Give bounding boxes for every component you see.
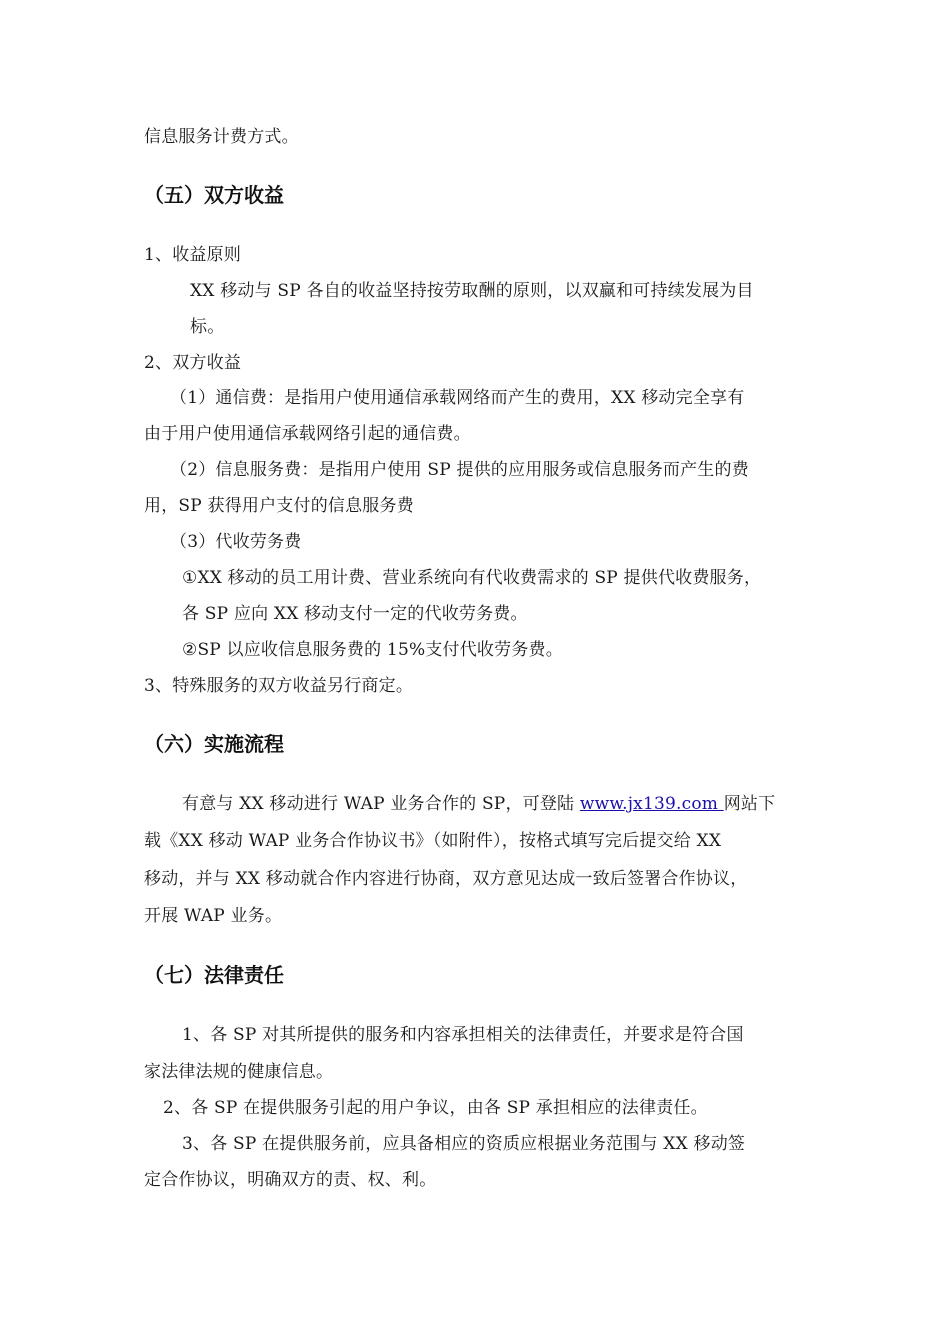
item-2-label: 2、双方收益 (144, 353, 242, 373)
fee-3-point-a-line-2: 各 SP 应向 XX 移动支付一定的代收劳务费。 (182, 604, 528, 624)
item-1-body-line-1: XX 移动与 SP 各自的收益坚持按劳取酬的原则，以双赢和可持续发展为目 (190, 281, 754, 301)
continued-text: 信息服务计费方式。 (144, 127, 299, 147)
process-paragraph-line-1 (182, 793, 775, 815)
fee-1-line-2: 由于用户使用通信承载网络引起的通信费。 (144, 424, 471, 444)
liability-1-line-2: 家法律法规的健康信息。 (144, 1062, 334, 1082)
fee-3-label: （3）代收劳务费 (170, 532, 302, 552)
section-5-heading: （五）双方收益 (144, 183, 284, 207)
process-text-after-link: 网站下 (723, 794, 776, 814)
item-1-label: 1、收益原则 (144, 245, 242, 265)
fee-2-line-1: （2）信息服务费：是指用户使用 SP 提供的应用服务或信息服务而产生的费 (170, 460, 749, 480)
liability-3-line-2: 定合作协议，明确双方的责、权、利。 (144, 1170, 437, 1190)
process-paragraph-line-2: 载《XX 移动 WAP 业务合作协议书》（如附件），按格式填写完后提交给 XX (144, 831, 722, 851)
website-link[interactable]: www.jx139.com (579, 794, 724, 814)
fee-2-line-2: 用，SP 获得用户支付的信息服务费 (144, 496, 414, 516)
section-6-heading: （六）实施流程 (144, 732, 284, 756)
process-text-before-link: 有意与 XX 移动进行 WAP 业务合作的 SP，可登陆 (182, 794, 580, 814)
process-paragraph-line-3: 移动，并与 XX 移动就合作内容进行协商，双方意见达成一致后签署合作协议， (144, 869, 748, 889)
item-3: 3、特殊服务的双方收益另行商定。 (144, 676, 414, 696)
process-paragraph-line-4: 开展 WAP 业务。 (144, 906, 283, 926)
section-7-heading: （七）法律责任 (144, 963, 284, 987)
fee-1-line-1: （1）通信费：是指用户使用通信承载网络而产生的费用，XX 移动完全享有 (170, 388, 745, 408)
liability-3-line-1: 3、各 SP 在提供服务前，应具备相应的资质应根据业务范围与 XX 移动签 (182, 1134, 746, 1154)
fee-3-point-b: ②SP 以应收信息服务费的 15%支付代收劳务费。 (182, 640, 563, 660)
item-1-body-line-2: 标。 (190, 317, 225, 337)
liability-1-line-1: 1、各 SP 对其所提供的服务和内容承担相关的法律责任，并要求是符合国 (182, 1025, 744, 1045)
fee-3-point-a-line-1: ①XX 移动的员工用计费、营业系统向有代收费需求的 SP 提供代收费服务， (182, 568, 762, 588)
liability-2: 2、各 SP 在提供服务引起的用户争议，由各 SP 承担相应的法律责任。 (163, 1098, 708, 1118)
